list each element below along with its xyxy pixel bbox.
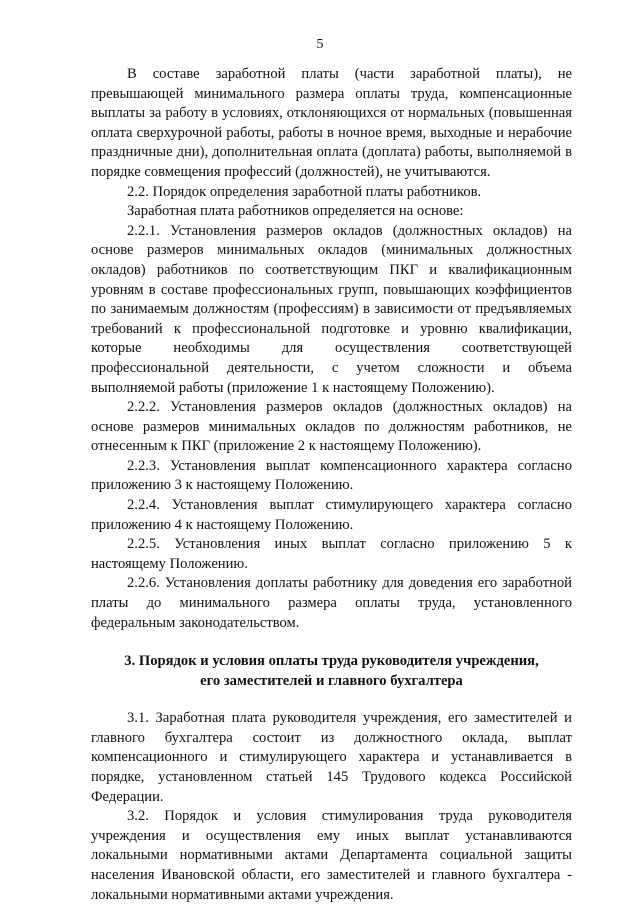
- paragraph-2-2-6: 2.2.6. Установления доплаты работнику для доведения его заработной платы до минимального размера оплаты труда, установленного федеральным законодательством.: [91, 575, 572, 631]
- paragraph-compensation-exclusion: В составе заработной платы (части заработной платы), не превышающей минимального размера оплаты труда, компенсационные выплаты за работу в условиях, отклоняющихся от нормальных (повышенная оплата сверхурочной работы, работы в ночное время, выходные и нерабочие праздничные дни), дополнительная оплата (доплата) работы, выполняемой в порядке совмещения профессий (должностей), не учитываются.: [91, 66, 572, 180]
- spacer: [91, 691, 572, 709]
- paragraph-2-2-2: 2.2.2. Установления размеров окладов (должностных окладов) на основе размеров минимальных окладов по должностям работников, не отнесенным к ПКГ (приложение 2 к настоящему Положению).: [91, 399, 572, 455]
- paragraph-2-2-5: 2.2.5. Установления иных выплат согласно приложению 5 к настоящему Положению.: [91, 536, 572, 572]
- paragraph-2-2-3: 2.2.3. Установления выплат компенсационного характера согласно приложению 3 к настоящему Положению.: [91, 457, 572, 494]
- section-3-heading-line-2: его заместителей и главного бухгалтера: [200, 673, 463, 690]
- paragraph-3-1: 3.1. Заработная плата руководителя учреждения, его заместителей и главного бухгалтера состоит из должностного оклада, выплат компенсационного и стимулирующего характера и устанавливается в порядке, установленном статьей 145 Трудового кодекса Российской Федерации.: [91, 710, 572, 805]
- section-3-heading: [91, 651, 572, 691]
- document-body: [91, 65, 572, 905]
- paragraph-2-2-1: 2.2.1. Установления размеров окладов (должностных окладов) на основе размеров минимальных окладов (минимальных должностных окладов) работников по соответствующим ПКГ и квалификационным уровням в составе профессиональных групп, повышающих коэффициентов по занимаемым должностям (профессиям) в зависимости от предъявляемых требований к профессиональной подготовке и уровню квалификации, которые необходимы для осуществления соответствующей профессиональной деятельности, с учетом сложности и объема выполняемой работы (приложение 1 к настоящему Положению).: [91, 222, 572, 396]
- paragraph-2-2-4: 2.2.4. Установления выплат стимулирующего характера согласно приложению 4 к настоящему Положению.: [91, 497, 572, 533]
- paragraph-2-2-intro: Заработная плата работников определяется на основе:: [127, 203, 464, 220]
- paragraph-2-2-title: 2.2. Порядок определения заработной платы работников.: [127, 183, 482, 200]
- paragraph-3-2: 3.2. Порядок и условия стимулирования труда руководителя учреждения и осуществления ему иных выплат устанавливаются локальными нормативными актами Департамента социальной защиты населения Ивановской области, его заместителей и главного бухгалтера - локальными нормативными актами учреждения.: [91, 808, 572, 903]
- page-number: 5: [316, 37, 324, 52]
- spacer: [91, 633, 572, 651]
- section-3-heading-line-1: 3. Порядок и условия оплаты труда руководителя учреждения,: [124, 653, 539, 670]
